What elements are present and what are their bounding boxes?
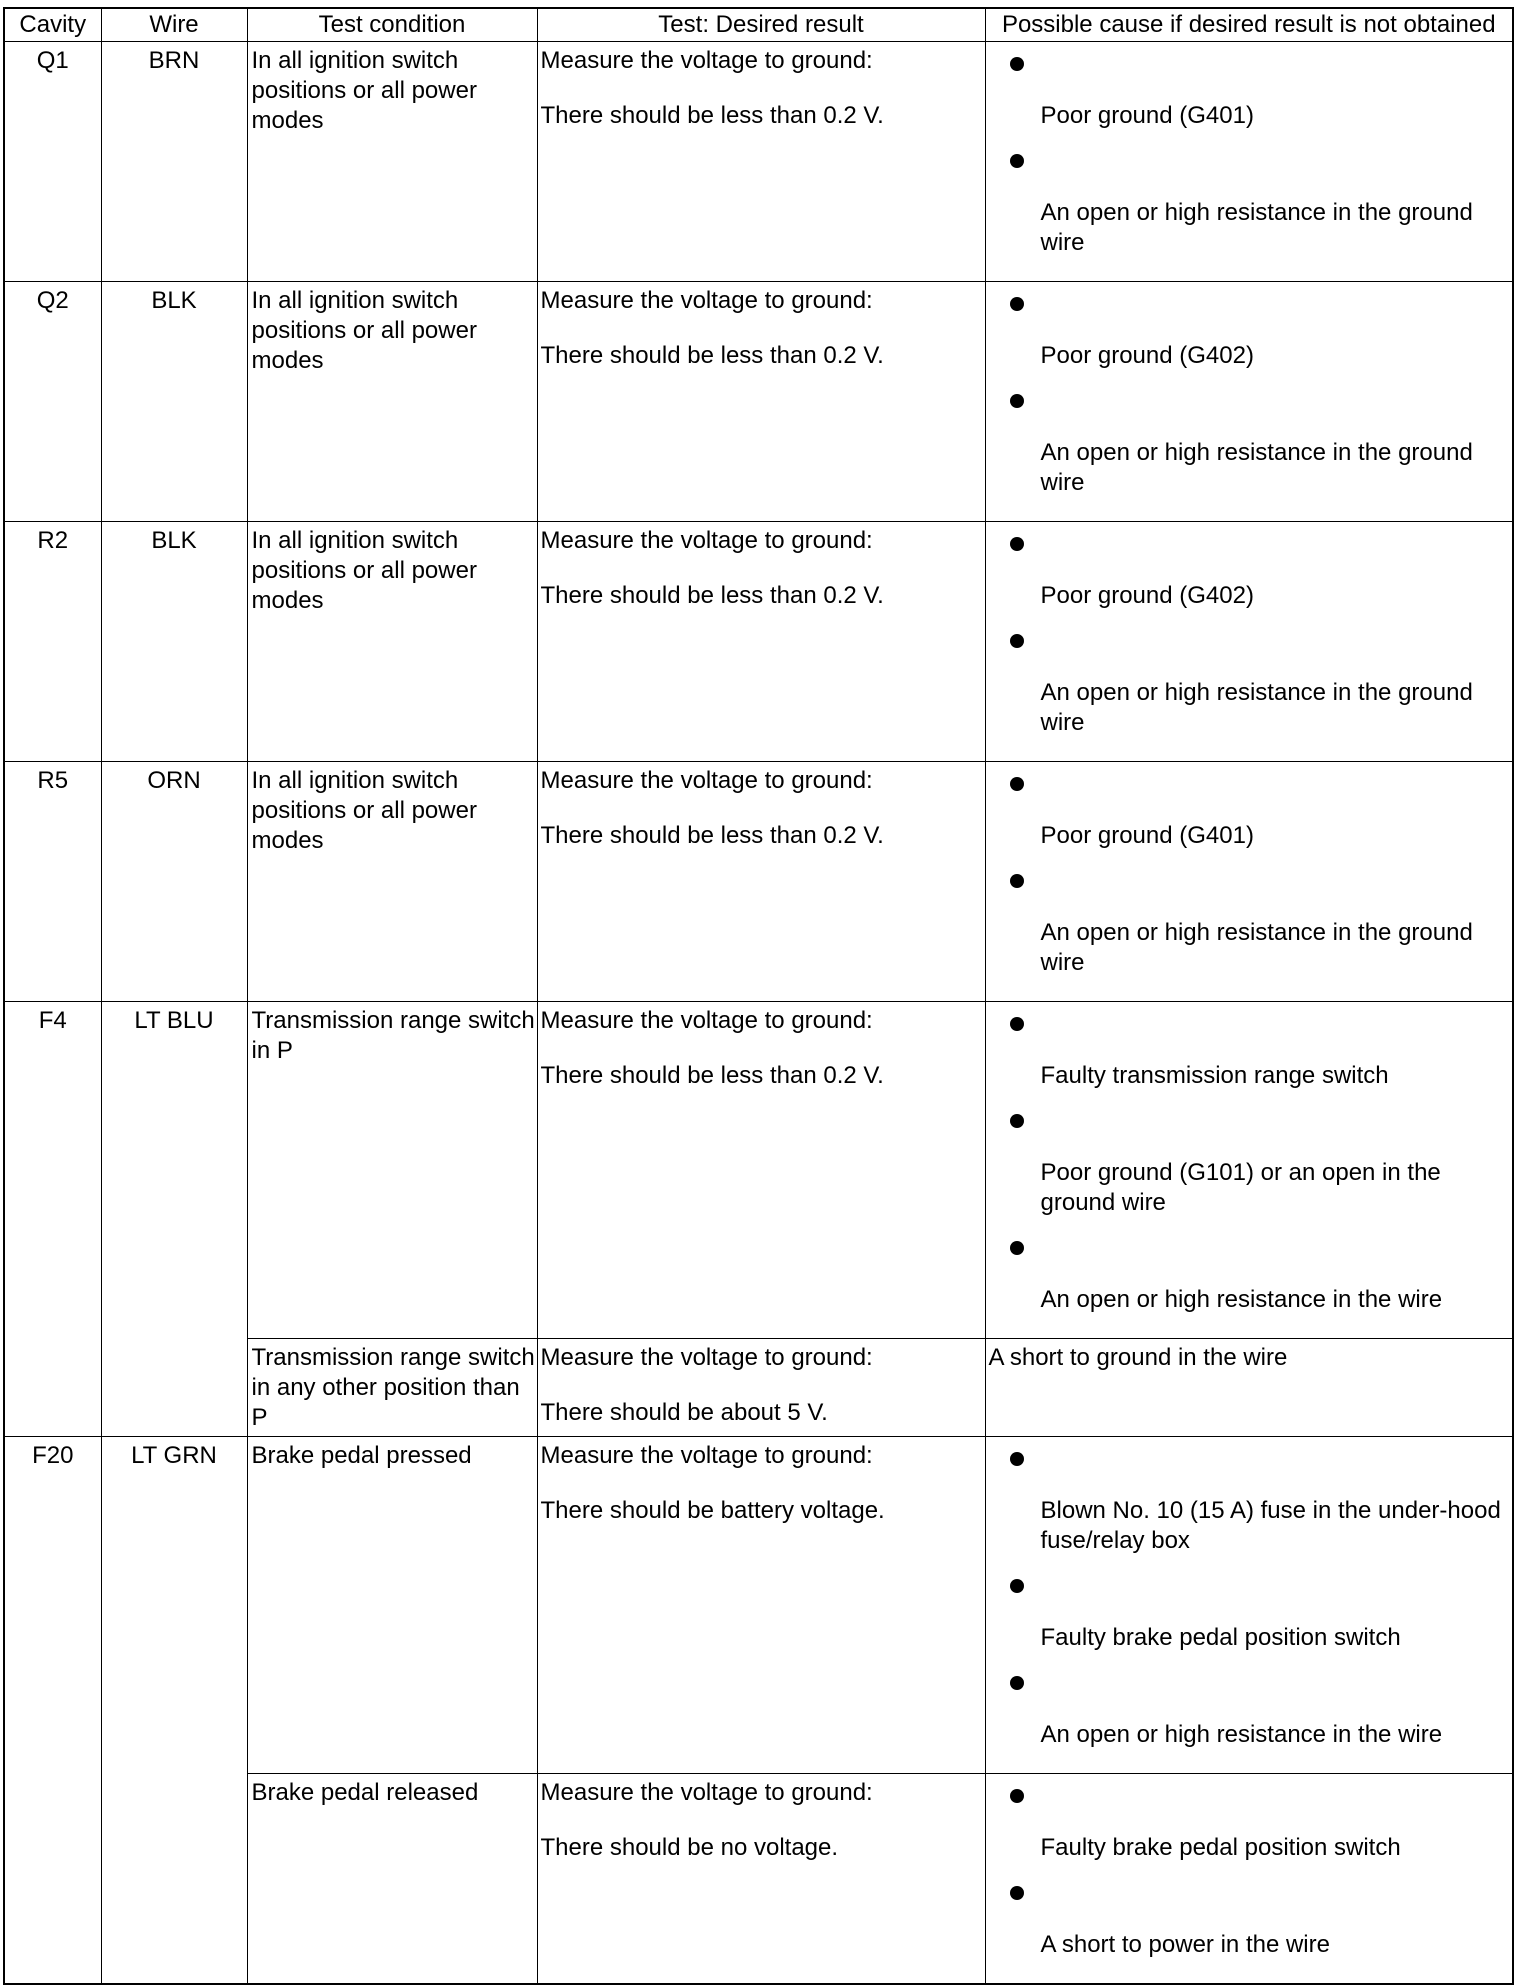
expected-text: There should be battery voltage. bbox=[540, 1497, 885, 1524]
result-cell bbox=[537, 42, 985, 282]
condition-cell: In all ignition switch positions or all power modes bbox=[247, 282, 537, 522]
cause-item: Poor ground (G401) bbox=[1040, 822, 1254, 849]
measure-text: Measure the voltage to ground: bbox=[540, 47, 873, 74]
cause-item: An open or high resistance in the wire bbox=[1040, 1721, 1443, 1748]
bullet-icon bbox=[1010, 1886, 1024, 1900]
cavity-cell: Q2 bbox=[4, 282, 101, 522]
cavity-cell: R5 bbox=[4, 762, 101, 1002]
test-table bbox=[3, 7, 1514, 1985]
cause-cell bbox=[985, 1437, 1513, 1774]
header-possible-cause: Possible cause if desired result is not obtained bbox=[985, 8, 1513, 42]
expected-text: There should be less than 0.2 V. bbox=[540, 822, 884, 849]
bullet-icon bbox=[1010, 1579, 1024, 1593]
cause-cell bbox=[985, 1774, 1513, 1985]
cause-cell bbox=[985, 42, 1513, 282]
cause-cell bbox=[985, 1002, 1513, 1339]
cause-cell bbox=[985, 1339, 1513, 1437]
cause-item: Poor ground (G401) bbox=[1040, 102, 1254, 129]
bullet-icon bbox=[1010, 1017, 1024, 1031]
result-cell bbox=[537, 522, 985, 762]
condition-cell: Transmission range switch in any other position than P bbox=[247, 1339, 537, 1437]
cause-cell bbox=[985, 522, 1513, 762]
bullet-icon bbox=[1010, 57, 1024, 71]
expected-text: There should be less than 0.2 V. bbox=[540, 1062, 884, 1089]
condition-cell: Brake pedal pressed bbox=[247, 1437, 537, 1774]
table-row bbox=[4, 1437, 1513, 1774]
table-row bbox=[4, 762, 1513, 1002]
measure-text: Measure the voltage to ground: bbox=[540, 287, 873, 314]
bullet-icon bbox=[1010, 1241, 1024, 1255]
bullet-icon bbox=[1010, 1114, 1024, 1128]
header-wire: Wire bbox=[101, 8, 247, 42]
cause-item: Blown No. 10 (15 A) fuse in the under-hood fuse/relay box bbox=[1040, 1497, 1501, 1554]
header-row bbox=[4, 8, 1513, 42]
result-cell bbox=[537, 762, 985, 1002]
bullet-icon bbox=[1010, 394, 1024, 408]
bullet-icon bbox=[1010, 874, 1024, 888]
header-cavity: Cavity bbox=[4, 8, 101, 42]
measure-text: Measure the voltage to ground: bbox=[540, 527, 873, 554]
bullet-icon bbox=[1010, 537, 1024, 551]
cause-item: Poor ground (G402) bbox=[1040, 342, 1254, 369]
bullet-icon bbox=[1010, 1676, 1024, 1690]
cause-item: Faulty brake pedal position switch bbox=[1040, 1624, 1401, 1651]
wire-cell: LT GRN bbox=[101, 1437, 247, 1985]
table-row bbox=[4, 42, 1513, 282]
condition-cell: Brake pedal released bbox=[247, 1774, 537, 1985]
result-cell bbox=[537, 1339, 985, 1437]
expected-text: There should be no voltage. bbox=[540, 1834, 839, 1861]
bullet-icon bbox=[1010, 154, 1024, 168]
cavity-cell: F4 bbox=[4, 1002, 101, 1437]
header-test-condition: Test condition bbox=[247, 8, 537, 42]
cause-item: Poor ground (G402) bbox=[1040, 582, 1254, 609]
condition-cell: Transmission range switch in P bbox=[247, 1002, 537, 1339]
cause-item: Poor ground (G101) or an open in the ground wire bbox=[1040, 1159, 1441, 1216]
expected-text: There should be less than 0.2 V. bbox=[540, 582, 884, 609]
condition-cell: In all ignition switch positions or all power modes bbox=[247, 42, 537, 282]
cavity-cell: Q1 bbox=[4, 42, 101, 282]
cavity-cell: R2 bbox=[4, 522, 101, 762]
table-row bbox=[4, 282, 1513, 522]
cause-item: Faulty transmission range switch bbox=[1040, 1062, 1389, 1089]
cause-cell bbox=[985, 282, 1513, 522]
expected-text: There should be less than 0.2 V. bbox=[540, 102, 884, 129]
bullet-icon bbox=[1010, 634, 1024, 648]
measure-text: Measure the voltage to ground: bbox=[540, 1442, 873, 1469]
measure-text: Measure the voltage to ground: bbox=[540, 1344, 873, 1371]
condition-cell: In all ignition switch positions or all power modes bbox=[247, 762, 537, 1002]
wire-cell: BLK bbox=[101, 282, 247, 522]
cause-item: An open or high resistance in the ground wire bbox=[1040, 679, 1473, 736]
cause-item: A short to power in the wire bbox=[1040, 1931, 1330, 1958]
measure-text: Measure the voltage to ground: bbox=[540, 767, 873, 794]
bullet-icon bbox=[1010, 297, 1024, 311]
measure-text: Measure the voltage to ground: bbox=[540, 1007, 873, 1034]
cavity-cell: F20 bbox=[4, 1437, 101, 1985]
cause-item: An open or high resistance in the ground wire bbox=[1040, 439, 1473, 496]
cause-item: Faulty brake pedal position switch bbox=[1040, 1834, 1401, 1861]
wire-cell: BLK bbox=[101, 522, 247, 762]
cause-item: An open or high resistance in the wire bbox=[1040, 1286, 1443, 1313]
result-cell bbox=[537, 1437, 985, 1774]
wire-cell: BRN bbox=[101, 42, 247, 282]
table-row bbox=[4, 522, 1513, 762]
table-row bbox=[4, 1002, 1513, 1339]
condition-cell: In all ignition switch positions or all power modes bbox=[247, 522, 537, 762]
cause-item: A short to ground in the wire bbox=[988, 1344, 1288, 1371]
wire-cell: ORN bbox=[101, 762, 247, 1002]
bullet-icon bbox=[1010, 777, 1024, 791]
expected-text: There should be about 5 V. bbox=[540, 1399, 828, 1426]
result-cell bbox=[537, 1002, 985, 1339]
expected-text: There should be less than 0.2 V. bbox=[540, 342, 884, 369]
result-cell bbox=[537, 1774, 985, 1985]
result-cell bbox=[537, 282, 985, 522]
bullet-icon bbox=[1010, 1452, 1024, 1466]
cause-item: An open or high resistance in the ground wire bbox=[1040, 919, 1473, 976]
bullet-icon bbox=[1010, 1789, 1024, 1803]
cause-cell bbox=[985, 762, 1513, 1002]
cause-item: An open or high resistance in the ground wire bbox=[1040, 199, 1473, 256]
wire-cell: LT BLU bbox=[101, 1002, 247, 1437]
measure-text: Measure the voltage to ground: bbox=[540, 1779, 873, 1806]
header-desired-result: Test: Desired result bbox=[537, 8, 985, 42]
